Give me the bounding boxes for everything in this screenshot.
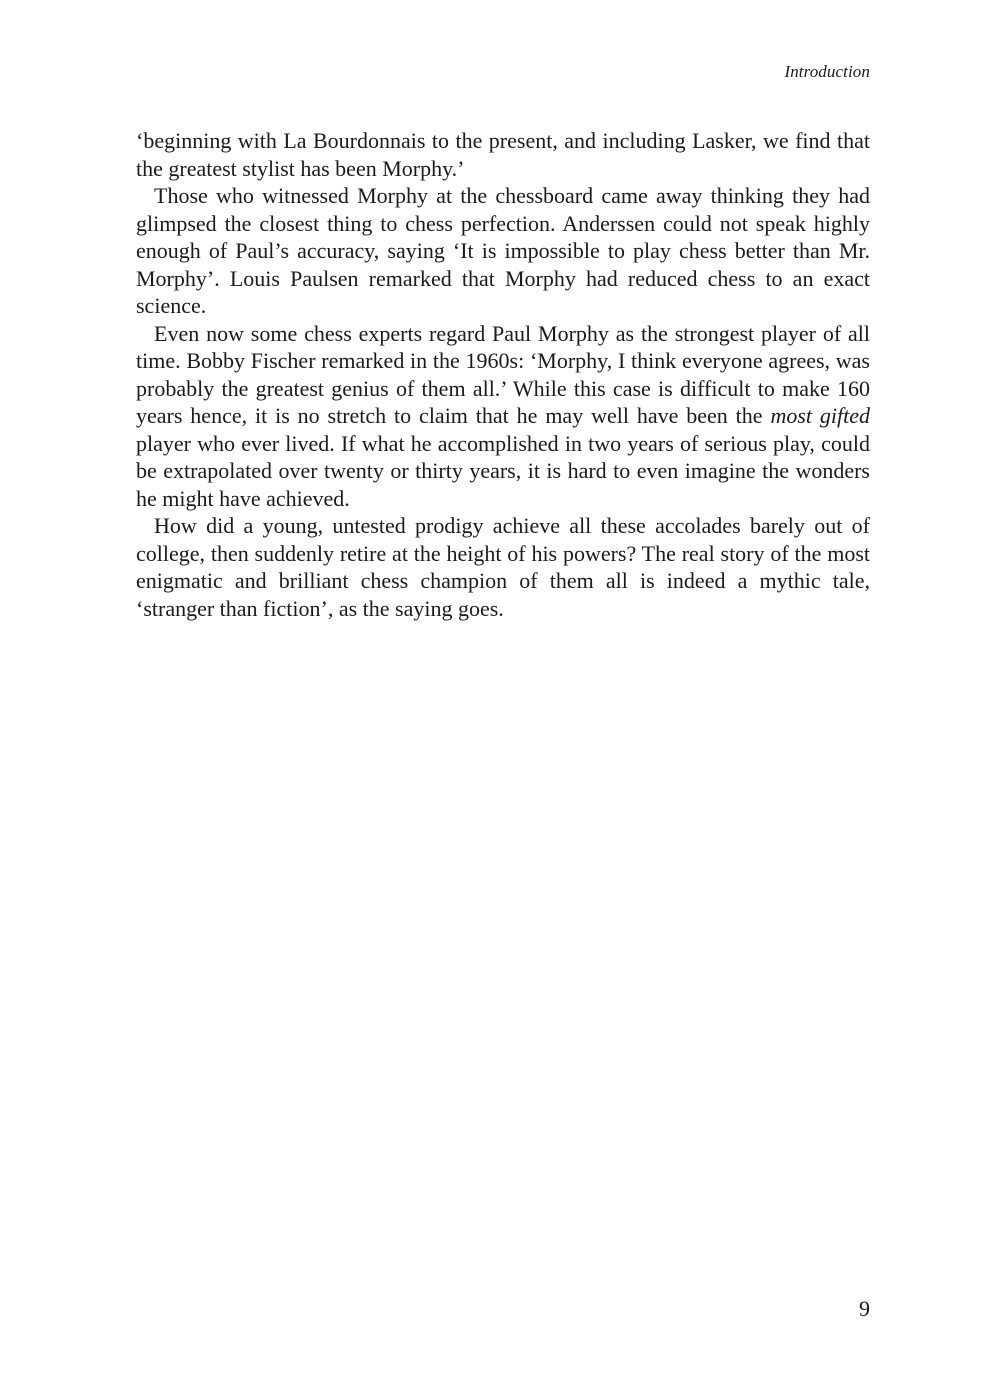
paragraph-3 [136, 320, 870, 513]
paragraph-3-emphasis: most gifted [770, 403, 870, 428]
page-number: 9 [859, 1296, 870, 1321]
paragraph-3-text-start: Even now some chess experts regard Paul Morphy as the strongest player of all time. Bobby Fischer remarked in the 1960s: ‘Morphy, I think everyone agrees, was probably the greatest genius of them all.’ While this case is difficult to make 160 years hence, it is no stretch to claim that he may well have been the [136, 320, 870, 428]
paragraph-2: Those who witnessed Morphy at the chessboard came away thinking they had glimpsed the closest thing to chess perfection. Anderssen could not speak highly enough of Paul’s accuracy, saying ‘It is impossible to play chess better than Mr. Morphy’. Louis Paulsen remarked that Morphy had reduced chess to an exact science. [136, 183, 870, 318]
body-text [136, 127, 870, 622]
paragraph-3-text-end: player who ever lived. If what he accomplished in two years of serious play, could be extrapolated over twenty or thirty years, it is hard to even imagine the wonders he might have achieved. [136, 430, 870, 511]
paragraph-1: ‘beginning with La Bourdonnais to the present, and including Lasker, we find that the greatest stylist has been Morphy.’ [136, 128, 870, 181]
paragraph-4: How did a young, untested prodigy achieve all these accolades barely out of college, then suddenly retire at the height of his powers? The real story of the most enigmatic and brilliant chess champion of them all is indeed a mythic tale, ‘stranger than fiction’, as the saying goes. [136, 513, 870, 621]
running-head: Introduction [784, 62, 870, 81]
